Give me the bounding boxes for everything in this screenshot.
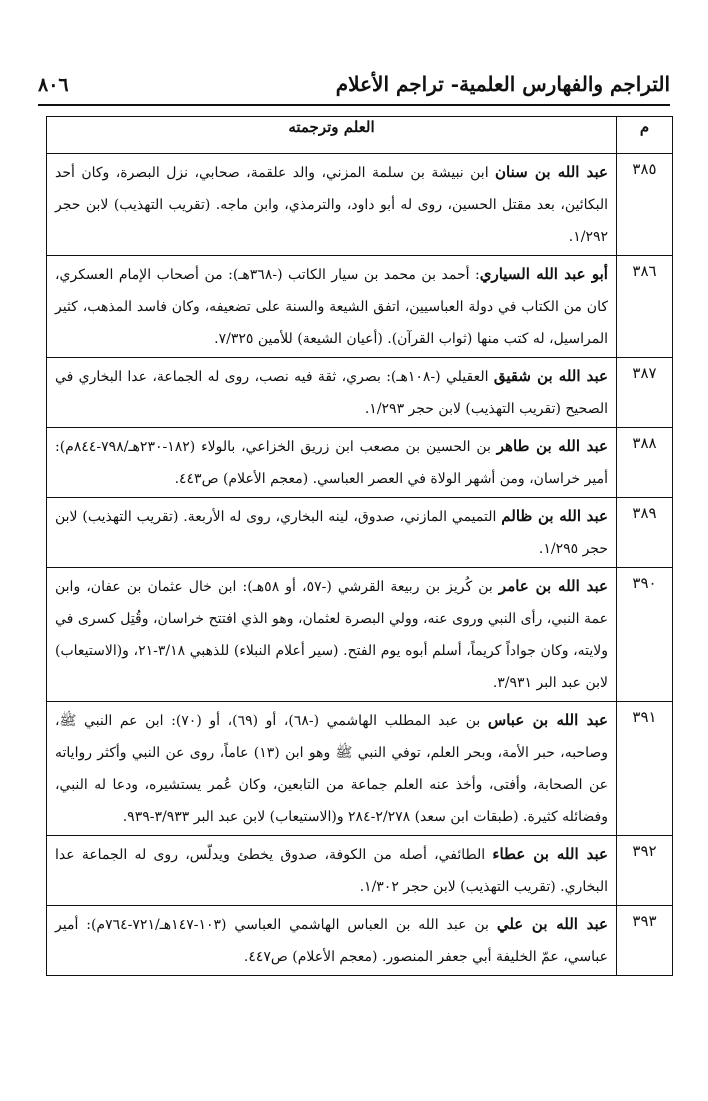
entry-text: بن الحسين بن مصعب ابن زريق الخزاعي، بالولاء (١٨٢-٢٣٠هـ/٧٩٨-٨٤٤م): أمير خراسان، ومن أشهر الولاة في العصر العباسي. (معجم الأعلام) ص٤٤٣. xyxy=(55,439,608,487)
entry-text: العقيلي (-١٠٨هـ): بصري، ثقة فيه نصب، روى له الجماعة، عدا البخاري في الصحيح (تقريب التهذيب) لابن حجر ١/٢٩٣. xyxy=(55,369,608,417)
entry-name: عبد الله بن سنان xyxy=(495,163,608,181)
entry-body xyxy=(47,428,617,498)
entry-number: ٣٨٩ xyxy=(617,498,673,568)
entry-body xyxy=(47,256,617,358)
entry-number: ٣٩٣ xyxy=(617,906,673,976)
column-header-entry: العلم وترجمته xyxy=(47,117,617,154)
entry-text: بن عبد المطلب الهاشمي (-٦٨)، أو (٦٩)، أو (٧٠): ابن عم النبي ﷺ، وصاحبه، حبر الأمة، وبحر العلم، توفي النبي ﷺ وهو ابن (١٣) عاماً، روى عن النبي وأكثر رواياته عن الصحابة، وأفتى، وأخذ عنه العلم جماعة من التابعين، وكان عُمر يستشيره، ودعا له النبي، وفضائله كثيرة. (طبقات ابن سعد) ٢/٢٧٨-٢٨٤ و(الاستيعاب) لابن عبد البر ٣/٩٣٣-٩٣٩. xyxy=(55,713,608,825)
table-row xyxy=(47,836,673,906)
entry-name: عبد الله بن علي xyxy=(496,915,608,933)
entry-name: عبد الله بن عطاء xyxy=(492,845,608,863)
table-row xyxy=(47,256,673,358)
table-row xyxy=(47,498,673,568)
entry-number: ٣٩٢ xyxy=(617,836,673,906)
entry-body xyxy=(47,498,617,568)
entry-name: عبد الله بن عامر xyxy=(498,577,609,595)
entry-name: عبد الله بن ظالم xyxy=(501,507,609,525)
entry-name: عبد الله بن طاهر xyxy=(496,437,608,455)
entry-text: بن عبد الله بن العباس الهاشمي العباسي (١٠٣-١٤٧هـ/٧٢١-٧٦٤م): أمير عباسي، عمّ الخليفة أبي جعفر المنصور. (معجم الأعلام) ص٤٤٧. xyxy=(55,917,608,965)
column-header-number: م xyxy=(617,117,673,154)
entry-number: ٣٩١ xyxy=(617,702,673,836)
entry-body xyxy=(47,702,617,836)
table-row xyxy=(47,358,673,428)
biographies-table xyxy=(46,116,673,976)
running-title: التراجم والفهارس العلمية- تراجم الأعلام xyxy=(335,72,670,96)
page-header xyxy=(38,70,670,106)
entry-body xyxy=(47,358,617,428)
table-row xyxy=(47,568,673,702)
entry-number: ٣٨٥ xyxy=(617,154,673,256)
table-row xyxy=(47,428,673,498)
table-row xyxy=(47,154,673,256)
entry-text: الطائفي، أصله من الكوفة، صدوق يخطئ ويدلّس، روى له الجماعة عدا البخاري. (تقريب التهذيب) لابن حجر ١/٣٠٢. xyxy=(55,847,608,895)
entry-number: ٣٨٦ xyxy=(617,256,673,358)
entry-number: ٣٨٧ xyxy=(617,358,673,428)
entry-text: بن كُريز بن ربيعة القرشي (-٥٧، أو ٥٨هـ): ابن خال عثمان بن عفان، وابن عمة النبي، رأى النبي وروى عنه، وولي البصرة لعثمان، وهو الذي افتتح خراسان، وقُتِل كسرى في ولايته، وكان جواداً كريماً، أسلم أبوه يوم الفتح. (سير أعلام النبلاء) للذهبي ٣/١٨-٢١، و(الاستيعاب) لابن عبد البر ٣/٩٣١. xyxy=(55,579,609,691)
table-header-row xyxy=(47,117,673,154)
entry-name: عبد الله بن عباس xyxy=(487,711,608,729)
entry-body xyxy=(47,836,617,906)
entry-body xyxy=(47,154,617,256)
entry-text: ابن نبيشة بن سلمة المزني، والد علقمة، صحابي، نزل البصرة، وكان أحد البكائين، بعد مقتل الحسين، روى له أبو داود، والترمذي، وابن ماجه. (تقريب التهذيب) لابن حجر ١/٢٩٢. xyxy=(55,165,608,245)
entry-number: ٣٨٨ xyxy=(617,428,673,498)
entry-body xyxy=(47,568,617,702)
table-row xyxy=(47,702,673,836)
entry-text: : أحمد بن محمد بن سيار الكاتب (-٣٦٨هـ): من أصحاب الإمام العسكري، كان من الكتاب في دولة العباسيين، اتفق الشيعة والسنة على تضعيفه، وكان فاسد المذهب، كثير المراسيل، له كتب منها (ثواب القرآن). (أعيان الشيعة) للأمين ٧/٣٢٥. xyxy=(55,267,608,347)
entry-text: التميمي المازني، صدوق، لينه البخاري، روى له الأربعة. (تقريب التهذيب) لابن حجر ١/٢٩٥. xyxy=(55,509,608,557)
page-number: ٨٠٦ xyxy=(38,74,69,96)
table-row xyxy=(47,906,673,976)
entry-name: أبو عبد الله السياري xyxy=(479,265,608,283)
entry-body xyxy=(47,906,617,976)
entry-name: عبد الله بن شقيق xyxy=(493,367,608,385)
entry-number: ٣٩٠ xyxy=(617,568,673,702)
